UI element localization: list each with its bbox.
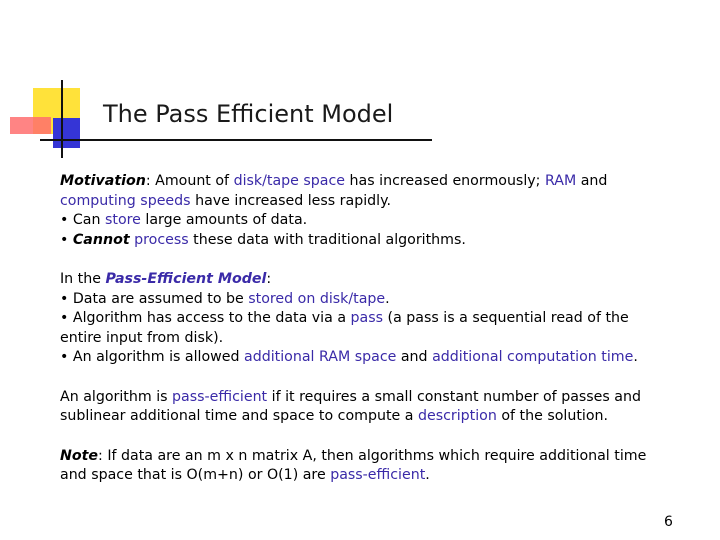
text-run: An algorithm is: [60, 388, 173, 405]
model-name: Pass-Efficient Model: [105, 271, 267, 287]
bold-text: Cannot: [72, 231, 130, 248]
highlight-text: process: [134, 231, 189, 248]
text-run: • Algorithm has access to the data via a: [60, 310, 351, 326]
highlight-text: RAM: [544, 173, 577, 189]
note-paragraph: [60, 447, 710, 486]
text-run: • An algorithm is allowed: [60, 349, 245, 365]
text-line: [60, 407, 710, 427]
text-run: entire input from disk).: [60, 329, 224, 346]
text-run: •: [60, 231, 73, 248]
bullet-line: [60, 231, 710, 251]
highlight-text: additional RAM space: [244, 349, 397, 365]
text-run: :: [266, 271, 272, 287]
text-line: [60, 466, 710, 486]
text-run: • Can: [60, 212, 105, 228]
text-run: (a pass is a sequential read of the: [383, 310, 629, 326]
bullet-line: [60, 348, 710, 368]
bullet-line: [60, 211, 710, 231]
text-run: .: [425, 467, 430, 483]
page-number: 6: [664, 514, 673, 530]
highlight-text: disk/tape space: [233, 173, 346, 189]
bullet-line: [60, 290, 710, 310]
text-run: sublinear additional time and space to compute a: [60, 408, 418, 424]
text-run: In the: [60, 271, 106, 287]
note-label: Note: [60, 447, 99, 464]
bullet-line: [60, 309, 710, 329]
model-paragraph: [60, 270, 710, 368]
text-line: [60, 447, 710, 467]
text-run: of the solution.: [496, 408, 609, 424]
highlight-text: pass-efficient: [172, 388, 268, 405]
highlight-text: stored on disk/tape: [248, 290, 386, 307]
text-run: these data with traditional algorithms.: [188, 231, 466, 248]
motivation-label: Motivation: [60, 173, 146, 189]
decorative-vertical-line: [61, 80, 63, 158]
text-run: and space that is O(m+n) or O(1) are: [60, 467, 331, 483]
text-run: and: [396, 349, 433, 365]
text-run: and: [576, 173, 608, 189]
text-line: [60, 329, 710, 349]
text-run: • Data are assumed to be: [60, 290, 249, 307]
text-line: [60, 270, 710, 290]
highlight-text: pass-efficient: [330, 467, 426, 483]
decorative-blue-square: [53, 118, 80, 148]
text-run: : Amount of: [145, 173, 234, 189]
text-run: has increased enormously;: [345, 173, 545, 189]
slide-body: [60, 172, 710, 506]
text-run: have increased less rapidly.: [190, 192, 391, 209]
highlight-text: additional computation time: [432, 349, 634, 365]
highlight-text: store: [104, 212, 141, 228]
text-line: [60, 172, 710, 192]
highlight-text: pass: [350, 310, 384, 326]
text-run: .: [633, 349, 638, 365]
motivation-paragraph: [60, 172, 710, 250]
text-run: : If data are an m x n matrix A, then algorithms which require additional time: [98, 447, 647, 464]
slide-title: The Pass Efficient Model: [103, 100, 394, 128]
title-underline: [40, 139, 432, 141]
highlight-text: computing speeds: [60, 192, 191, 209]
text-line: [60, 388, 710, 408]
text-line: [60, 192, 710, 212]
text-run: if it requires a small constant number of passes and: [267, 388, 641, 405]
definition-paragraph: [60, 388, 710, 427]
decorative-red-bar: [10, 117, 51, 134]
text-run: .: [385, 290, 390, 307]
highlight-text: description: [417, 408, 497, 424]
text-run: large amounts of data.: [140, 212, 308, 228]
